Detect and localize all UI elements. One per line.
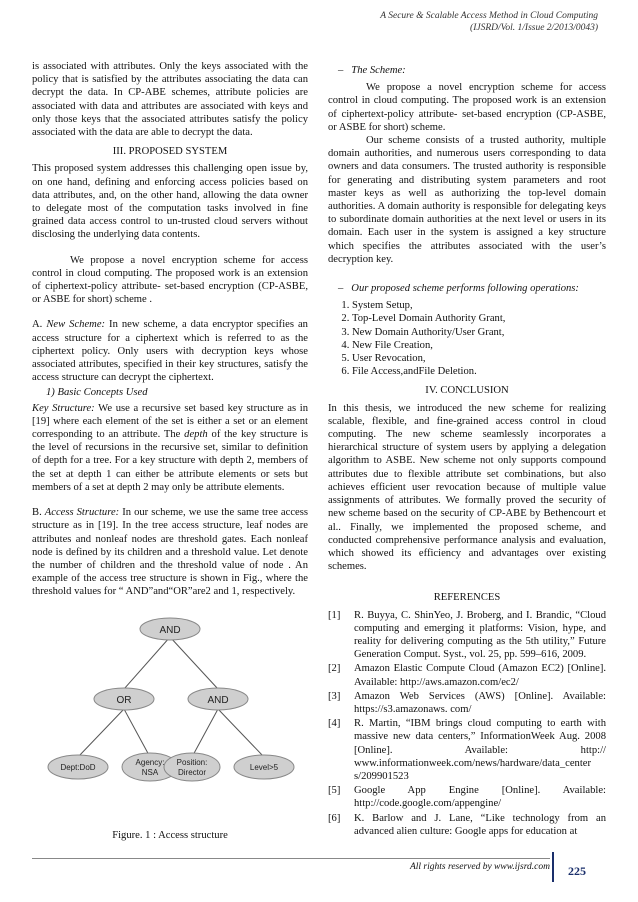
right-column xyxy=(328,60,606,839)
operations-list xyxy=(328,299,606,378)
operations-heading-text: Our proposed scheme performs following operations: xyxy=(351,283,579,295)
tree-node-root-label: AND xyxy=(159,624,181,636)
subsection-label: B. xyxy=(32,507,42,519)
tree-leaf-position-value: Director xyxy=(177,767,207,777)
reference-item xyxy=(328,662,606,688)
subsection-new-scheme xyxy=(32,318,308,384)
footer-rights xyxy=(410,862,550,872)
paragraph: This proposed system addresses this challenging open issue by, on one hand, defining and enforcing access policies based on data attributes, and, on the other hand, allowing the data owner to delegate most of the computation tasks involved in fine grained data access control to un-trusted cloud servers without disclosing the underlying data contents. xyxy=(32,163,308,241)
reference-text: Amazon Web Services (AWS) [Online]. Available: https://s3.amazonaws. com/ xyxy=(354,690,606,715)
header-volume: (IJSRD/Vol. 1/Issue 2/2013/0043) xyxy=(470,23,598,33)
references-heading: REFERENCES xyxy=(433,592,501,604)
left-column xyxy=(32,60,308,842)
tree-leaf-agency-value: NSA xyxy=(141,767,159,777)
reference-text: R. Martin, “IBM brings cloud computing to earth with massive new data centers,” InformationWeek Aug. 2008 [Online]. Available: http:// www.informationweek.com/news/hardware/data_center s/209901523 xyxy=(354,718,606,782)
reference-item xyxy=(328,784,606,810)
list-item: 3. New Domain Authority/User Grant, xyxy=(352,326,606,339)
reference-item xyxy=(328,717,606,783)
reference-text: K. Barlow and J. Lane, “Like technology from an advanced alien culture: Google apps for education at xyxy=(354,812,606,837)
references-list xyxy=(328,609,606,838)
page-footer xyxy=(0,852,638,892)
key-structure-depth-term: depth xyxy=(184,429,208,441)
paragraph: is associated with attributes. Only the keys associated with the policy that is satisfied by the attributes associating the data can decrypt the data. In CP-ABE schemes, attribute policies are associated with data and attributes are associated with keys and only those keys that the associated attributes satisfy the policy associated with the data are able to decrypt the data. xyxy=(32,61,308,139)
reference-item xyxy=(328,690,606,716)
paragraph: Our scheme consists of a trusted authority, multiple domain authorities, and numerous users corresponding to data owners and data consumers. The trusted authority is responsible for generating and distributing system parameters and root master keys as well as authorizing the top-level domain authorities. A domain authority is responsible for delegating keys to subordinate domain authorities at the next level or users in its domain. Each user in the system is assigned a key structure which specifies the attributes associated with the user’s decryption key. xyxy=(328,135,606,265)
section-heading-proposed-system: III. PROPOSED SYSTEM xyxy=(112,146,228,158)
scheme-heading: – The Scheme: xyxy=(338,65,406,76)
page-number: 225 xyxy=(568,864,586,878)
subsection-text: In new scheme, a data encryptor specifies an access structure for a ciphertext which is referred to as the ciphertext policy. Only users with decryption keys whose associated attributes, specified in their key structures, satisfy the access structure can decrypt the ciphertext. xyxy=(32,319,308,384)
tree-leaf-position-label: Position: xyxy=(176,757,208,767)
section-heading-conclusion: IV. CONCLUSION xyxy=(425,385,509,397)
list-item: 2. Top-Level Domain Authority Grant, xyxy=(352,312,606,325)
tree-node-and-label: AND xyxy=(207,694,229,706)
subsection-access-structure xyxy=(32,506,308,598)
key-structure-paragraph xyxy=(32,402,308,494)
reference-text: Amazon Elastic Compute Cloud (Amazon EC2) [Online]. Available: http://aws.amazon.com/ec2/ xyxy=(354,663,606,688)
list-item: 4. New File Creation, xyxy=(352,339,606,352)
figure-caption: Figure. 1 : Access structure xyxy=(112,829,228,841)
running-header xyxy=(380,10,598,34)
footer-site-link[interactable]: www.ijsrd.com xyxy=(494,862,550,872)
reference-item xyxy=(328,609,606,662)
tree-node-or-label: OR xyxy=(116,694,132,706)
footer-rights-text: All rights reserved by xyxy=(409,862,495,872)
subsection-title: New Scheme: xyxy=(46,319,106,331)
reference-number: [1] xyxy=(328,609,341,621)
tree-leaf-agency-label: Agency: xyxy=(135,757,165,767)
paragraph: We propose a novel encryption scheme for access control in cloud computing. The proposed work is an extension of ciphertext-policy attribute- set-based encryption (CP-ASBE, or ASBE for short) scheme . xyxy=(32,254,308,306)
tree-leaf-level-label: Level>5 xyxy=(249,762,279,772)
subsection-title: Access Structure: xyxy=(44,507,120,519)
list-item: 1. System Setup, xyxy=(352,299,606,312)
subsubsection-basic-concepts: 1) Basic Concepts Used xyxy=(46,387,148,399)
paragraph: In this thesis, we introduced the new scheme for realizing scalable, flexible, and fine-grained access control in cloud computing. The new scheme seamlessly incorporates a hierarchical structure of system users by applying a delegation algorithm to ASBE. New scheme not only supports compound attributes due to flexible attribute set combinations, but also achieves efficient user revocation because of multiple value assignments of attributes. We formally proved the security of new scheme based on the security of CP-ABE by Bethencourt et al.. Finally, we implemented the proposed scheme, and conducted comprehensive performance analysis and evaluation, which showed its efficiency and advantages over existing schemes. xyxy=(328,402,606,573)
key-structure-title: Key Structure: xyxy=(32,402,95,414)
reference-number: [4] xyxy=(328,718,341,730)
reference-item xyxy=(328,812,606,838)
footer-divider xyxy=(552,852,554,882)
footer-rule xyxy=(32,858,550,859)
key-structure-text: We use a recursive set based key structure as in [19] where each element of the set is either a set or an element corresponding to an attribute. The xyxy=(32,402,308,441)
access-tree-diagram xyxy=(32,607,308,819)
reference-text: R. Buyya, C. ShinYeo, J. Broberg, and I. Brandic, “Cloud computing and emerging it platforms: Vision, hype, and reality for delivering computing as the 5th utility,” Future Generation Comput. Syst., vol. 25, pp. 599–616, 2009. xyxy=(354,609,606,661)
reference-number: [5] xyxy=(328,785,341,797)
reference-number: [2] xyxy=(328,663,341,675)
header-title: A Secure & Scalable Access Method in Cloud Computing xyxy=(380,11,598,21)
paragraph: We propose a novel encryption scheme for access control in cloud computing. The proposed work is an extension of ciphertext-policy attribute- set-based encryption (CP-ASBE, or ASBE for short) scheme. xyxy=(328,82,606,133)
tree-leaf-dept-label: Dept:DoD xyxy=(60,762,96,772)
reference-number: [6] xyxy=(328,812,341,824)
reference-number: [3] xyxy=(328,690,341,702)
list-item: 5. User Revocation, xyxy=(352,352,606,365)
key-structure-text-cont: of the key structure is the level of recursions in the recursive set, similar to definition of depth for a tree. For a key structure with depth 2, members of the set at depth 1 can either be attribute elements or sets but members of a set at depth 2 may only be attribute elements. xyxy=(32,429,309,493)
reference-text: Google App Engine [Online]. Available: http://code.google.com/appengine/ xyxy=(354,785,606,810)
subsection-text: In our scheme, we use the same tree access structure as in [19]. In the tree access structure, leaf nodes are attributes and nonleaf nodes are threshold gates. Each nonleaf node is defined by its children and a threshold value. Let denote the number of children and the threshold value of node . An example of the access tree structure is shown in Fig., where the threshold values for “ AND”and“OR”are2 and 1, respectively. xyxy=(32,507,308,598)
scheme-heading-text: The Scheme: xyxy=(351,65,406,76)
list-item: 6. File Access,andFile Deletion. xyxy=(352,365,606,378)
subsection-label: A. xyxy=(32,319,43,331)
operations-heading: – Our proposed scheme performs following operations: xyxy=(338,283,579,295)
